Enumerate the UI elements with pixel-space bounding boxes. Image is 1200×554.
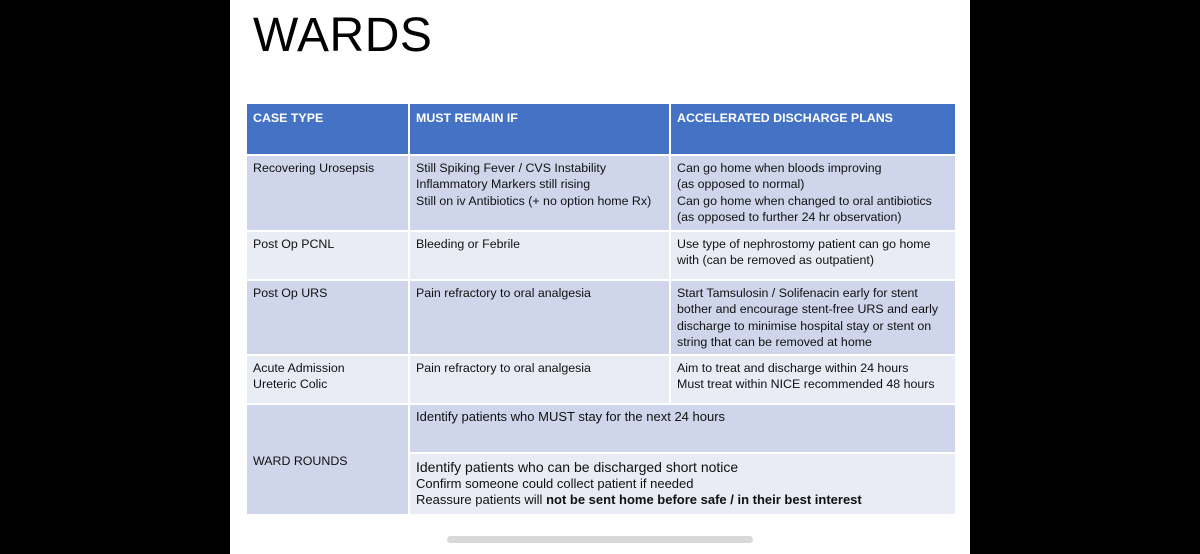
must-remain-text: Still Spiking Fever / CVS Instability: [416, 161, 607, 175]
wards-table: [245, 102, 957, 516]
discharge-plan-text: bother and encourage stent-free URS and early: [677, 302, 939, 317]
discharge-plan-text: Can go home when changed to oral antibiotics: [677, 193, 932, 208]
reassure-emphasis: not be sent home before safe / in their best interest: [546, 492, 862, 508]
slide: [230, 0, 970, 554]
discharge-plan-text: Use type of nephrostomy patient can go home: [677, 237, 931, 251]
case-type-cell: [246, 280, 409, 355]
discharge-plan-text: Must treat within NICE recommended 48 hours: [677, 377, 935, 392]
case-type-text: Ureteric Colic: [253, 377, 328, 392]
discharge-plan-text: with (can be removed as outpatient): [677, 253, 874, 268]
discharge-plan-cell: [670, 280, 956, 355]
ward-rounds-discharge-heading: Identify patients who can be discharged short notice: [416, 459, 739, 475]
must-remain-cell: [409, 155, 670, 231]
must-remain-cell: [409, 355, 670, 404]
discharge-plan-text: Start Tamsulosin / Solifenacin early for stent: [677, 286, 918, 300]
ward-rounds-reassure-text: [416, 492, 949, 508]
table-row: [246, 280, 956, 355]
case-type-text: Post Op PCNL: [253, 237, 335, 251]
case-type-text: Acute Admission: [253, 361, 345, 375]
table-header-row: [246, 103, 956, 155]
column-header-case-type: CASE TYPE: [246, 103, 409, 155]
table-row: [246, 231, 956, 280]
discharge-plan-text: discharge to minimise hospital stay or stent on: [677, 318, 932, 333]
column-header-discharge-plans: ACCELERATED DISCHARGE PLANS: [670, 103, 956, 155]
discharge-plan-cell: [670, 355, 956, 404]
slide-title: WARDS: [253, 9, 433, 62]
discharge-plan-text: string that can be removed at home: [677, 334, 872, 349]
ward-rounds-label-cell: [246, 404, 409, 515]
must-remain-text: Still on iv Antibiotics (+ no option home Rx): [416, 193, 652, 208]
must-remain-cell: [409, 231, 670, 280]
case-type-cell: [246, 231, 409, 280]
must-remain-text: Pain refractory to oral analgesia: [416, 361, 591, 375]
ward-rounds-stay-cell: [409, 404, 956, 453]
reassure-prefix: Reassure patients will: [416, 492, 547, 508]
table-row: [246, 355, 956, 404]
must-remain-text: Inflammatory Markers still rising: [416, 177, 591, 192]
discharge-plan-text: Aim to treat and discharge within 24 hours: [677, 361, 909, 375]
must-remain-text: Pain refractory to oral analgesia: [416, 286, 591, 300]
ward-rounds-discharge-cell: [409, 453, 956, 515]
table-row: [246, 155, 956, 231]
ward-rounds-row: [246, 404, 956, 453]
ward-rounds-confirm-text: Confirm someone could collect patient if needed: [416, 476, 694, 491]
ward-rounds-label: WARD ROUNDS: [253, 454, 348, 469]
case-type-cell: [246, 355, 409, 404]
horizontal-scrollbar[interactable]: [447, 536, 753, 543]
discharge-plan-text: Can go home when bloods improving: [677, 161, 882, 175]
must-remain-text: Bleeding or Febrile: [416, 237, 521, 251]
case-type-text: Post Op URS: [253, 286, 328, 300]
case-type-cell: [246, 155, 409, 231]
discharge-plan-text: (as opposed to normal): [677, 177, 805, 192]
column-header-must-remain-if: MUST REMAIN IF: [409, 103, 670, 155]
case-type-text: Recovering Urosepsis: [253, 161, 375, 175]
must-remain-cell: [409, 280, 670, 355]
ward-rounds-stay-text: Identify patients who MUST stay for the next 24 hours: [416, 409, 726, 424]
discharge-plan-text: (as opposed to further 24 hr observation): [677, 209, 902, 224]
discharge-plan-cell: [670, 155, 956, 231]
discharge-plan-cell: [670, 231, 956, 280]
